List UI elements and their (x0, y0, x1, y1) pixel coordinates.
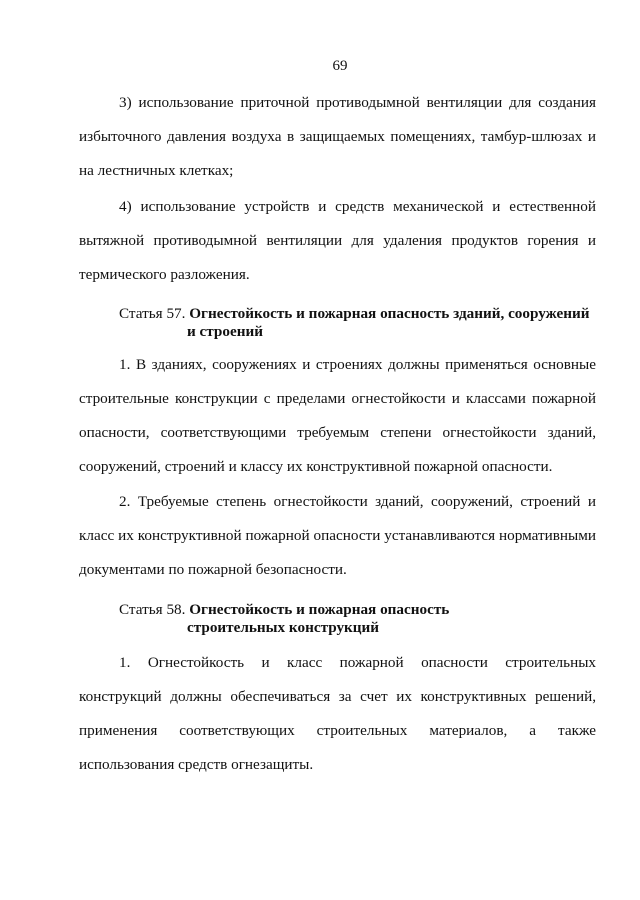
paragraph-line: строительные конструкции с пределами огнестойкости и классами пожарной (79, 390, 596, 407)
list-item-3 (79, 86, 596, 188)
article-title-continued: строительных конструкций (187, 619, 380, 636)
paragraph-line: класс их конструктивной пожарной опасности устанавливаются нормативными (79, 527, 596, 544)
paragraph-line: 1. В зданиях, сооружениях и строениях должны применяться основные (119, 356, 596, 373)
paragraph-line: 3) использование приточной противодымной вентиляции для создания (119, 94, 596, 111)
article-58-paragraph-1 (79, 646, 596, 782)
paragraph-line: 2. Требуемые степень огнестойкости зданий, сооружений, строений и (119, 493, 596, 510)
article-title-continued: и строений (187, 323, 263, 340)
article-title: Огнестойкость и пожарная опасность зданий, сооружений (189, 305, 590, 322)
list-item-4 (79, 190, 596, 292)
paragraph-line: конструкций должны обеспечиваться за счет их конструктивных решений, (79, 688, 596, 705)
page-number: 69 (332, 58, 348, 74)
paragraph-line: опасности, соответствующими требуемым степени огнестойкости зданий, (79, 424, 596, 441)
paragraph-line: вытяжной противодымной вентиляции для удаления продуктов горения и (79, 232, 596, 249)
paragraph-line: применения соответствующих строительных материалов, а также (79, 722, 596, 739)
article-title: Огнестойкость и пожарная опасность (189, 601, 450, 618)
article-label: Статья 57. (119, 305, 186, 322)
paragraph-line: на лестничных клетках; (79, 162, 234, 179)
article-58-heading (119, 601, 599, 637)
paragraph-line: 4) использование устройств и средств механической и естественной (119, 198, 596, 215)
article-57-paragraph-2 (79, 485, 596, 587)
paragraph-line: документами по пожарной безопасности. (79, 561, 347, 578)
article-label: Статья 58. (119, 601, 186, 618)
paragraph-line: сооружений, строений и классу их конструктивной пожарной опасности. (79, 458, 553, 475)
article-57-heading (119, 305, 599, 341)
paragraph-line: термического разложения. (79, 266, 250, 283)
paragraph-line: 1. Огнестойкость и класс пожарной опасности строительных (119, 654, 596, 671)
article-57-paragraph-1 (79, 348, 596, 484)
paragraph-line: использования средств огнезащиты. (79, 756, 314, 773)
paragraph-line: избыточного давления воздуха в защищаемых помещениях, тамбур-шлюзах и (79, 128, 596, 145)
